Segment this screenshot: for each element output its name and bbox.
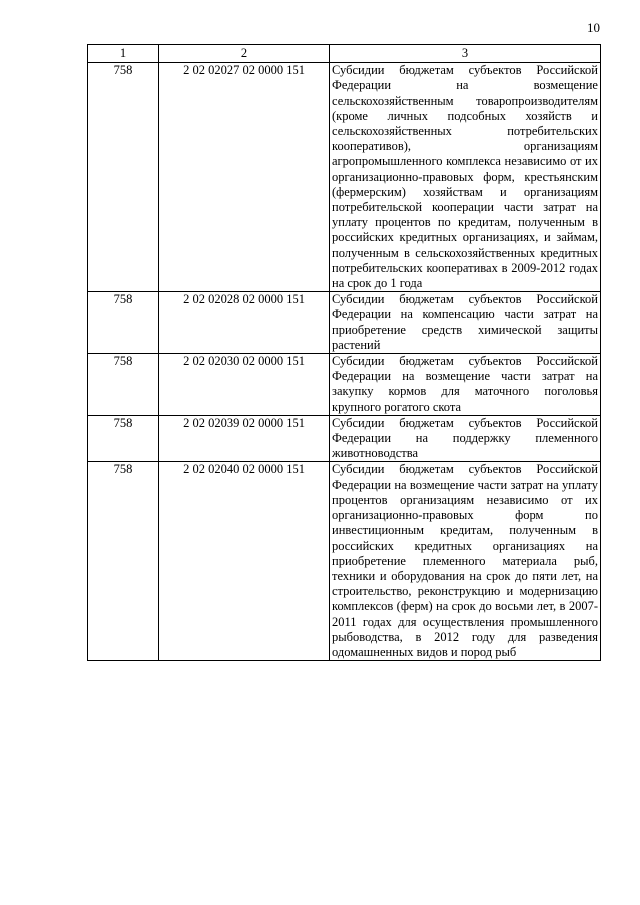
column-header-1: 1 (88, 45, 159, 63)
description-cell: Субсидии бюджетам субъектов Российской Федерации на возмещение сельскохозяйственным товаропроизводителям (кроме личных подсобных хозяйств и сельскохозяйственных потребительских кооперативов), организациям агропромышленного комплекса независимо от их организационно-правовых форм, крестьянским (фермерским) хозяйствам и организациям потребительской кооперации части затрат на уплату процентов по кредитам, полученным в российских кредитных организациях, и займам, полученным в сельскохозяйственных кредитных потребительских кооперативах в 2009-2012 годах на срок до 1 года (330, 63, 601, 292)
table-row (88, 462, 601, 661)
description-cell: Субсидии бюджетам субъектов Российской Федерации на возмещение части затрат на закупку кормов для маточного поголовья крупного рогатого скота (330, 354, 601, 416)
table-row (88, 63, 601, 292)
kbk-code-cell: 2 02 02040 02 0000 151 (159, 462, 330, 661)
table-header-row (88, 45, 601, 63)
admin-code-cell: 758 (88, 415, 159, 462)
table-row (88, 415, 601, 462)
kbk-code-cell: 2 02 02039 02 0000 151 (159, 415, 330, 462)
admin-code-cell: 758 (88, 292, 159, 354)
admin-code-cell: 758 (88, 354, 159, 416)
description-cell: Субсидии бюджетам субъектов Российской Федерации на возмещение части затрат на уплату процентов организациям независимо от их организационно-правовых форм по инвестиционным кредитам, полученным в российских кредитных организациях на приобретение племенного материала рыб, техники и оборудования на срок до пяти лет, на строительство, реконструкцию и модернизацию комплексов (ферм) на срок до восьми лет, в 2007-2011 годах для осуществления промышленного рыбоводства, в 2012 году для разведения одомашненных видов и пород рыб (330, 462, 601, 661)
admin-code-cell: 758 (88, 63, 159, 292)
table-row (88, 292, 601, 354)
table-row (88, 354, 601, 416)
admin-code-cell: 758 (88, 462, 159, 661)
kbk-code-cell: 2 02 02030 02 0000 151 (159, 354, 330, 416)
description-cell: Субсидии бюджетам субъектов Российской Федерации на компенсацию части затрат на приобретение средств химической защиты растений (330, 292, 601, 354)
description-cell: Субсидии бюджетам субъектов Российской Федерации на поддержку племенного животноводства (330, 415, 601, 462)
page-number: 10 (587, 20, 600, 35)
kbk-code-cell: 2 02 02027 02 0000 151 (159, 63, 330, 292)
budget-codes-table (87, 44, 601, 661)
column-header-2: 2 (159, 45, 330, 63)
column-header-3: 3 (330, 45, 601, 63)
kbk-code-cell: 2 02 02028 02 0000 151 (159, 292, 330, 354)
